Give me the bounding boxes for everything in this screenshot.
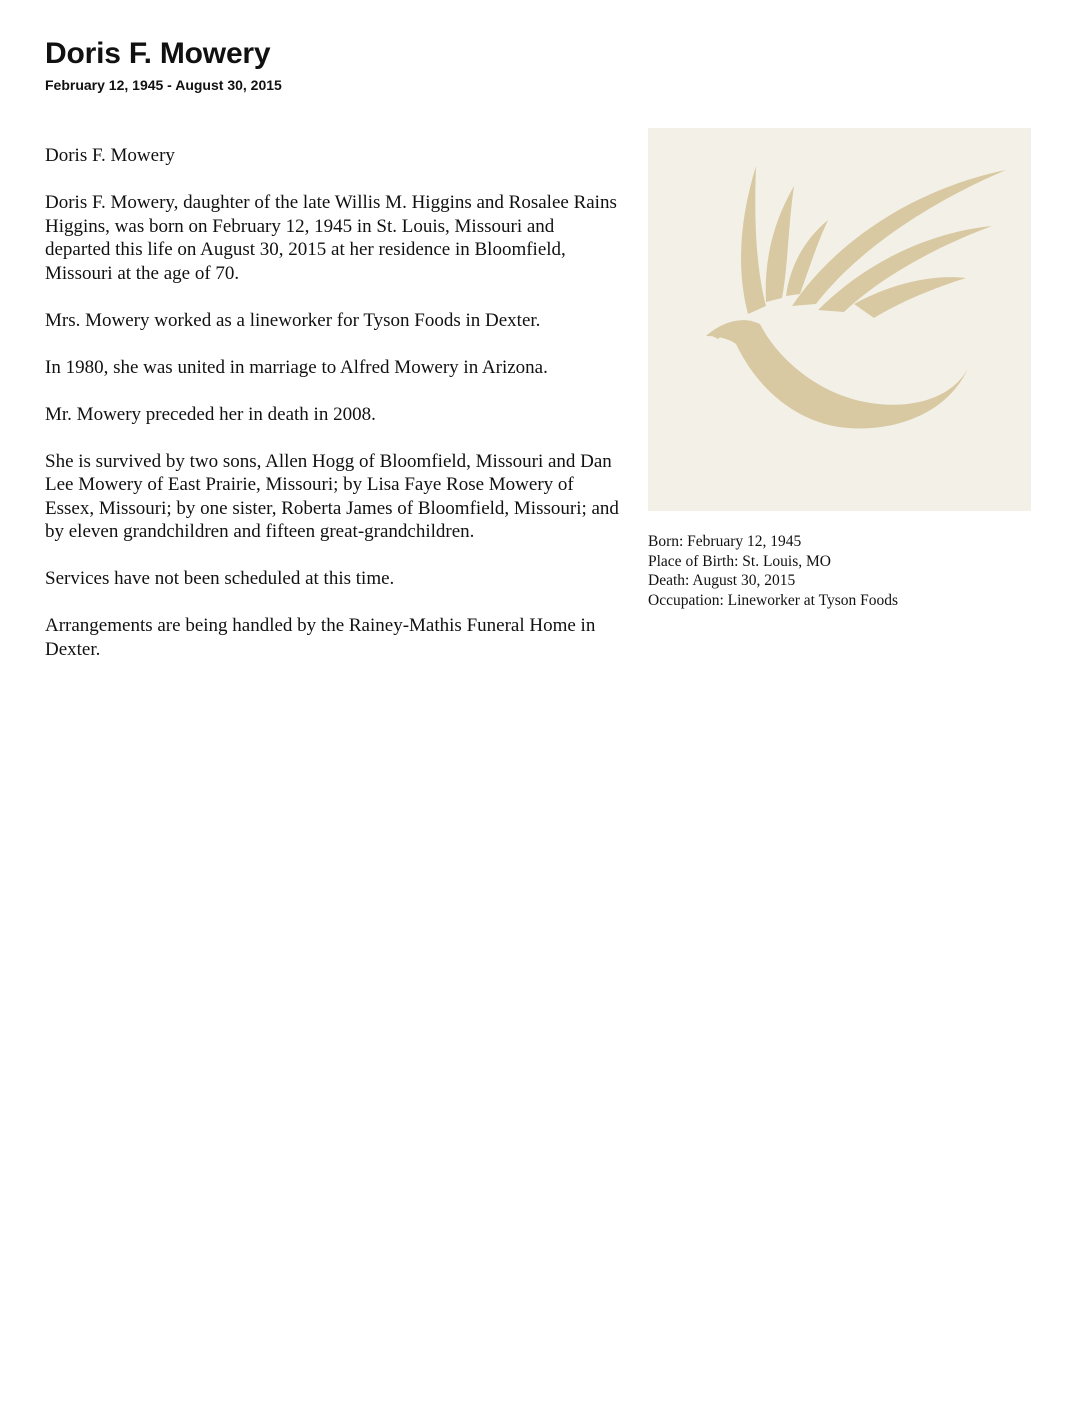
obituary-header bbox=[45, 36, 645, 94]
obituary-paragraph-marriage: In 1980, she was united in marriage to Alfred Mowery in Arizona. bbox=[45, 356, 548, 378]
fact-place-of-birth: Place of Birth: St. Louis, MO bbox=[648, 552, 831, 570]
obituary-paragraph-name: Doris F. Mowery bbox=[45, 145, 175, 166]
dove-icon bbox=[648, 128, 1031, 511]
obituary-paragraph-birth: Doris F. Mowery, daughter of the late Willis M. Higgins and Rosalee Rains Higgins, was born on February 12, 1945 in St. Louis, Missouri and departed this life on August 30, 2015 at her residence in Bloomfield, Missouri at the age of 70. bbox=[45, 192, 617, 284]
obituary-paragraph-services: Services have not been scheduled at this time. bbox=[45, 568, 395, 589]
obituary-paragraph-survivors: She is survived by two sons, Allen Hogg of Bloomfield, Missouri and Dan Lee Mowery of East Prairie, Missouri; by Lisa Faye Rose Mowery of Essex, Missouri; by one sister, Roberta James of Bloomfield, Missouri; and by eleven grandchildren and fifteen great-grandchildren. bbox=[45, 450, 619, 542]
memorial-photo bbox=[648, 128, 1031, 511]
life-dates: February 12, 1945 - August 30, 2015 bbox=[45, 77, 282, 93]
obituary-body bbox=[45, 144, 620, 685]
fact-death: Death: August 30, 2015 bbox=[648, 572, 796, 589]
fact-born: Born: February 12, 1945 bbox=[648, 533, 802, 550]
obituary-paragraph-preceded: Mr. Mowery preceded her in death in 2008. bbox=[45, 403, 376, 425]
page-title: Doris F. Mowery bbox=[45, 37, 271, 70]
fact-occupation: Occupation: Lineworker at Tyson Foods bbox=[648, 591, 899, 609]
vital-facts bbox=[648, 532, 1048, 610]
obituary-paragraph-arrangements: Arrangements are being handled by the Rainey-Mathis Funeral Home in Dexter. bbox=[45, 615, 596, 660]
obituary-paragraph-work: Mrs. Mowery worked as a lineworker for Tyson Foods in Dexter. bbox=[45, 309, 541, 331]
